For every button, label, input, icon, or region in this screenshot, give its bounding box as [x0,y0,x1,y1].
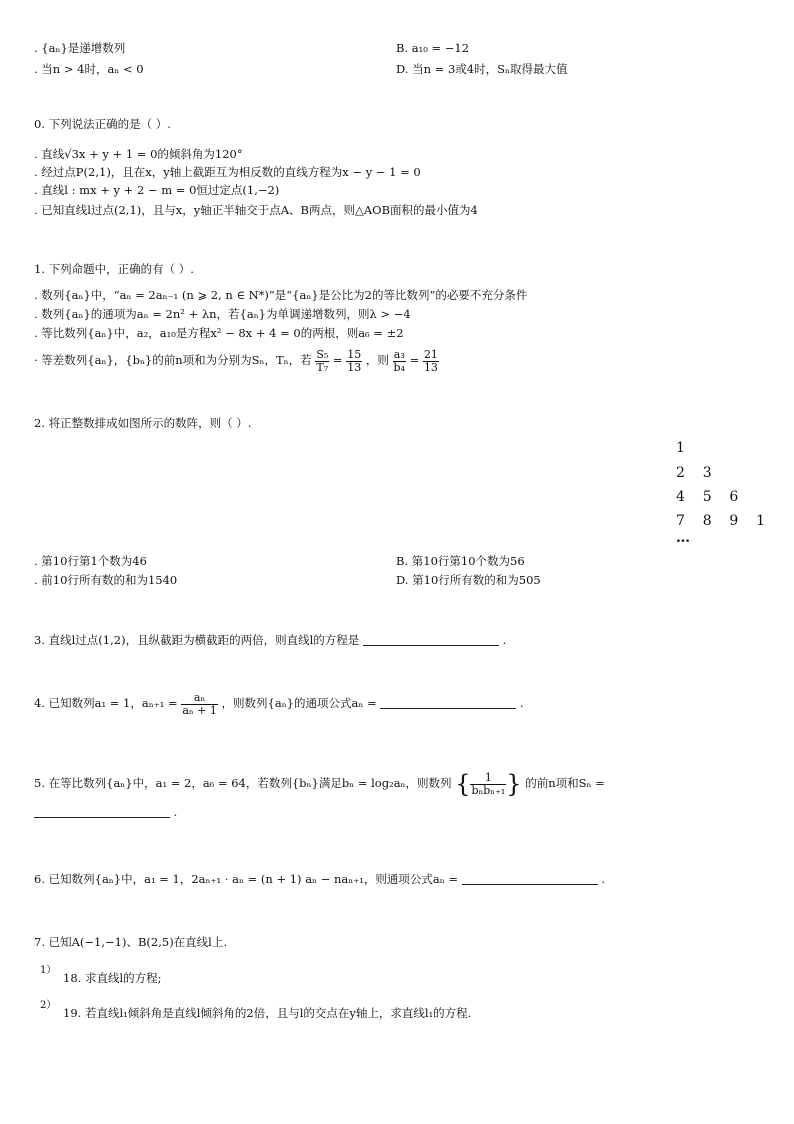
fraction-1-bn-bn1 [470,772,506,797]
q11-stem: 1. 下列命题中，正确的有（ ）. [34,262,194,276]
q14-post: ，则数列{aₙ}的通项公式aₙ = [221,696,377,710]
q11-d-middle: ，则 [365,353,389,367]
option-b-top: B. a₁₀ = −12 [396,41,470,55]
frac-den: 13 [423,360,438,374]
answer-blank[interactable] [380,696,516,709]
answer-blank[interactable] [462,872,598,885]
q11-option-c: . 等比数列{aₙ}中，a₂，a₁₀是方程x² − 8x + 4 = 0的两根，则a₆ = ±2 [34,326,404,340]
q11-option-b: . 数列{aₙ}的通项为aₙ = 2n² + λn，若{aₙ}为单调递增数列，则λ > −4 [34,307,411,321]
frac-den: aₙ + 1 [182,703,217,717]
q12-option-b: B. 第10行第10个数为56 [396,554,525,568]
fraction-s5-t7 [315,349,329,374]
q15-end: . [173,805,178,819]
q14-end: . [519,696,524,710]
answer-blank[interactable] [34,805,170,818]
q14 [34,690,524,717]
q15-answer-line [34,804,177,820]
q11-option-a: . 数列{aₙ}中，“aₙ = 2aₙ₋₁ (n ⩾ 2, n ∈ N*)”是“{aₙ}是公比为2的等比数列”的必要不充分条件 [34,288,528,302]
q15 [34,768,605,798]
q12-option-d: D. 第10行所有数的和为505 [396,573,541,587]
q11-option-d [34,348,439,374]
left-brace: { [455,770,471,798]
q10-option-a: . 直线√3x + y + 1 = 0的倾斜角为120° [34,147,243,161]
triangle-ellipsis: … [676,530,690,546]
q17-stem: 7. 已知A(−1,−1)、B(2,5)在直线l上. [34,935,228,949]
frac-den: T₇ [316,360,329,374]
q13 [34,632,506,648]
q10-option-c: . 直线l : mx + y + 2 − m = 0恒过定点(1,−2) [34,183,280,197]
fraction-an-an-plus-1 [181,692,218,717]
q17-part1: 18. 求直线l的方程; [63,971,162,985]
q17-part1-mark: 1） [40,965,57,976]
frac-num: 21 [423,347,438,361]
triangle-row-2: 2 3 [676,465,712,481]
frac-den: 13 [347,360,362,374]
q17-part2: 19. 若直线l₁倾斜角是直线l倾斜角的2倍，且与l的交点在y轴上，求直线l₁的方程. [63,1006,472,1020]
triangle-row-1: 1 [676,440,685,456]
q11-d-prefix: · 等差数列{aₙ}，{bₙ}的前n项和为分别为Sₙ，Tₙ，若 [34,353,312,367]
frac-den: bₙbₙ₊₁ [471,783,506,797]
fraction-21-13 [423,349,439,374]
option-c-top: . 当n > 4时，aₙ < 0 [34,62,144,76]
equals-sign: = [409,353,420,367]
q13-stem: 3. 直线l过点(1,2)，且纵截距为横截距的两倍，则直线l的方程是 [34,633,360,647]
q12-option-a: . 第10行第1个数为46 [34,554,147,568]
frac-num: aₙ [193,690,206,704]
fraction-a3-b4 [393,349,406,374]
triangle-row-4: 7 8 9 1 [676,513,766,529]
equals-sign: = [332,353,343,367]
option-a-top: . {aₙ}是递增数列 [34,41,126,55]
q16 [34,871,605,887]
q16-end: . [601,872,605,886]
q10-option-b: . 经过点P(2,1)，且在x，y轴上截距互为相反数的直线方程为x − y − 1 = 0 [34,165,421,179]
right-brace: } [506,770,522,798]
q13-end: . [502,633,507,647]
q16-stem: 6. 已知数列{aₙ}中，a₁ = 1，2aₙ₊₁ · aₙ = (n + 1) aₙ − naₙ₊₁，则通项公式aₙ = [34,872,459,886]
q10-stem: 0. 下列说法正确的是（ ）. [34,117,171,131]
q10-option-d: . 已知直线l过点(2,1)，且与x，y轴正半轴交于点A、B两点，则△AOB面积的最小值为4 [34,203,478,217]
frac-num: S₅ [316,347,329,361]
triangle-row-3: 4 5 6 [676,489,739,505]
frac-num: a₃ [393,347,405,361]
q17-part2-mark: 2） [40,1000,57,1011]
frac-den: b₄ [393,360,405,374]
frac-num: 15 [347,347,362,361]
q15-prefix: 5. 在等比数列{aₙ}中，a₁ = 2，a₆ = 64，若数列{bₙ}满足bₙ = log₂aₙ，则数列 [34,776,452,790]
fraction-15-13 [346,349,362,374]
q12-option-c: . 前10行所有数的和为1540 [34,573,178,587]
answer-blank[interactable] [363,633,499,646]
q15-post: 的前n项和Sₙ = [525,776,605,790]
q14-prefix: 4. 已知数列a₁ = 1，aₙ₊₁ = [34,696,178,710]
option-d-top: D. 当n = 3或4时，Sₙ取得最大值 [396,62,568,76]
frac-num: 1 [484,770,492,784]
q12-stem: 2. 将正整数排成如图所示的数阵，则（ ）. [34,416,252,430]
